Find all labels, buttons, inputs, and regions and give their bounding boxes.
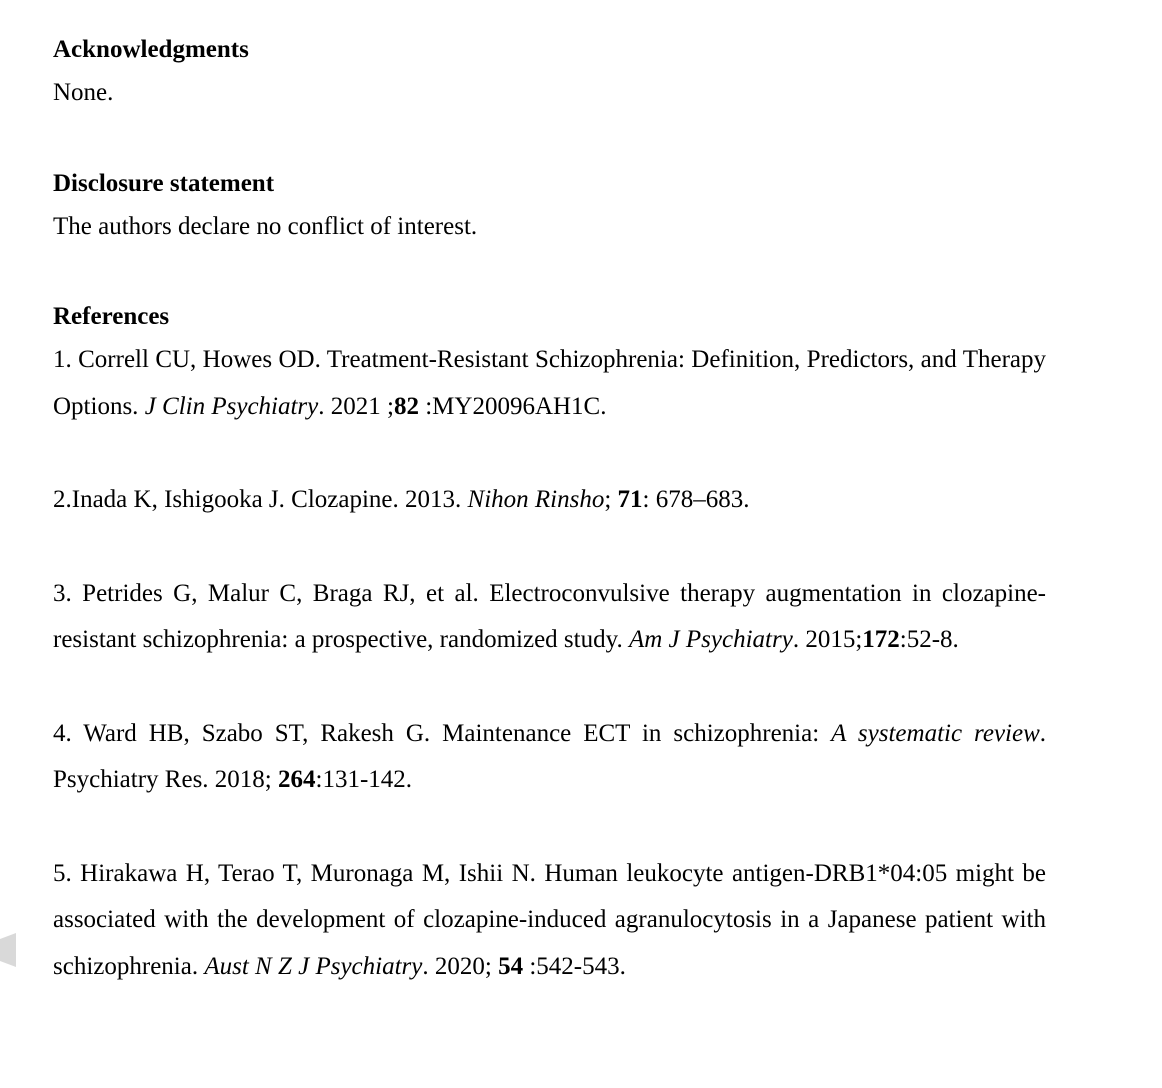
acknowledgments-text: None. [53,79,114,106]
reference-text: 2.Inada K, Ishigooka J. Clozapine. 2013. [53,486,468,513]
reference-pages: :52-8. [899,626,959,653]
reference-text: 4. Ward HB, Szabo ST, Rakesh G. Maintenance ECT in schizophrenia: [53,719,832,747]
reference-text: 5. Hirakawa H, Terao T, Muronaga M, Ishii N. Human leukocyte antigen-DRB1*04:05 might be associated with the development of clozapine-induced agranulocytosis in a Japanese patient with schizophrenia. [53,859,1046,980]
acknowledgments-section [53,30,1046,117]
reference-year: ; [604,486,618,513]
reference-volume: 54 [498,952,524,980]
reference-journal: Am J Psychiatry [628,626,793,653]
reference-journal: Aust N Z J Psychiatry [204,952,423,980]
document-page [53,30,1046,990]
reference-item [53,851,1046,991]
reference-volume: 71 [617,486,643,513]
reference-text: 3. Petrides G, Malur C, Braga RJ, et al. Electroconvulsive therapy augmentation in clozapine-resistant schizophrenia: a prospective, randomized study. [53,579,1046,653]
reference-year: . 2020; [422,952,499,980]
reference-pages: :542-543. [523,952,626,980]
disclosure-heading: Disclosure statement [53,169,275,197]
disclosure-section [53,164,1046,251]
acknowledgments-heading: Acknowledgments [53,36,249,63]
reference-volume: 264 [278,766,316,793]
reference-journal: Nihon Rinsho [467,486,605,513]
page-edge-marker-icon [0,933,16,967]
reference-year: . 2021 ; [318,392,394,420]
reference-item [53,477,1046,524]
references-section [53,297,1046,990]
reference-pages: : 678–683. [642,486,750,513]
reference-year: . 2015; [792,626,863,653]
reference-journal: J Clin Psychiatry [144,392,319,420]
reference-item [53,571,1046,664]
reference-volume: 172 [862,626,900,653]
reference-item [53,337,1046,430]
reference-volume: 82 [393,392,419,420]
reference-pages: :131-142. [315,766,413,793]
reference-item [53,711,1046,804]
references-heading: References [53,303,170,330]
reference-year: . Psychiatry Res. 2018; [53,719,1047,793]
reference-text: 1. Correll CU, Howes OD. Treatment-Resistant Schizophrenia: Definition, Predictors, and Therapy Options. [53,346,1046,420]
disclosure-text: The authors declare no conflict of interest. [53,212,478,240]
reference-journal: A systematic review [831,719,1040,747]
reference-pages: :MY20096AH1C. [418,392,607,420]
